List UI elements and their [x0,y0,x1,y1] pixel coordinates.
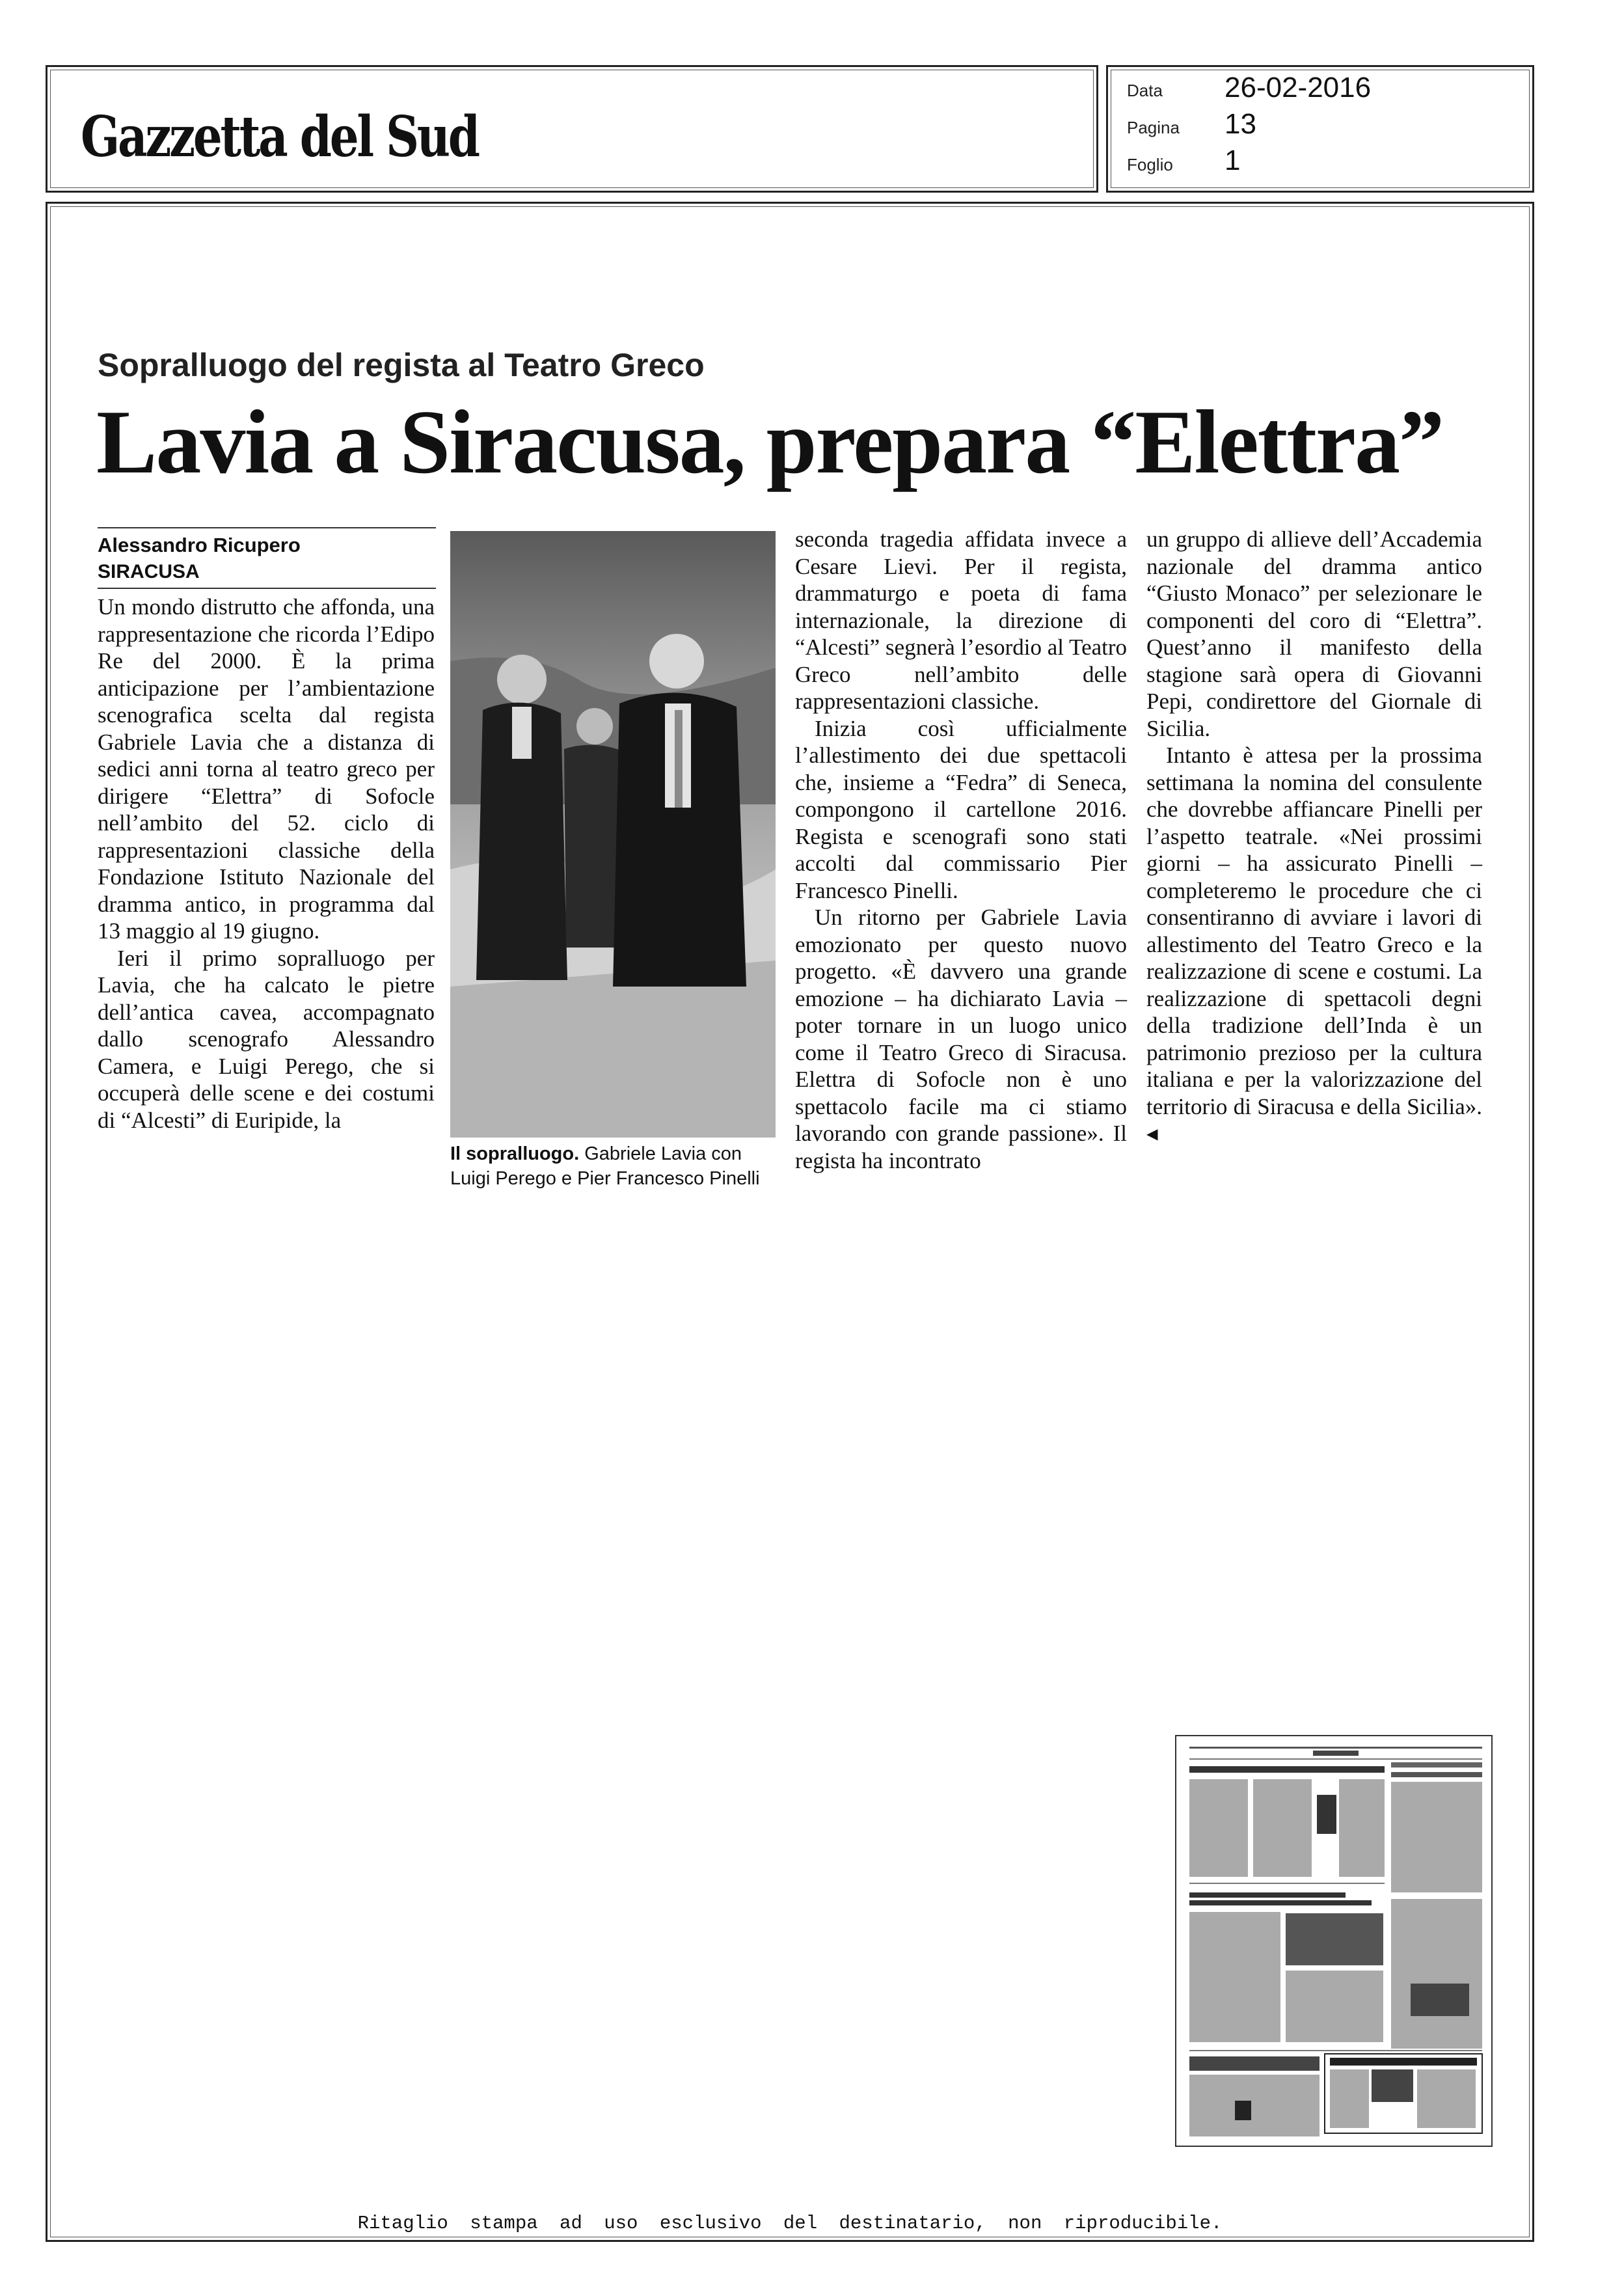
paragraph-2-start: Ieri il primo sopralluogo per Lavia, che ha calcato le pietre dell’antica cavea, accompagnato dallo scenografo Alessandro Camera, e Luigi Perego, che si occuperà delle scene e dei costumi di “Alcesti” di Euripide, la [98,945,435,1133]
date-value: 26-02-2016 [1225,72,1372,103]
article-column-4 [1146,526,1482,1147]
article-photo [450,531,776,1138]
article-headline: Lavia a Siracusa, prepara “Elettra” [96,392,1444,493]
article-column-1 [98,594,435,1134]
page-thumbnail-image [1176,1736,1491,2146]
sheet-label: Foglio [1127,155,1173,174]
page-value: 13 [1225,108,1256,140]
paragraph-4-end: un gruppo di allieve dell’Accademia nazionale del dramma antico “Giusto Monaco” per selezionare le componenti del coro di “Elettra”. Quest’anno il manifesto della stagione sarà opera di Giovanni Pepi, condirettore del Giornale di Sicilia. [1146,526,1482,741]
article-kicker: Sopralluogo del regista al Teatro Greco [98,347,705,383]
article-author: Alessandro Ricupero [98,534,301,556]
article-column-3 [795,526,1127,1174]
caption-title: Il sopralluogo. [450,1143,580,1164]
paragraph-3: Inizia così ufficialmente l’allestimento dei due spettacoli che, insieme a “Fedra” di Seneca, compongono il cartellone 2016. Regista e scenografi sono stati accolti dal commissario Pier Francesco Pinelli. [795,715,1127,903]
article-dateline: SIRACUSA [98,561,200,582]
paragraph-2-end: seconda tragedia affidata invece a Cesare Lievi. Per il regista, drammaturgo e poeta di fama internazionale, la direzione di “Alcesti” segnerà l’esordio al Teatro Greco nell’ambito delle rappresentazioni classiche. [795,526,1128,714]
footer-notice: Ritaglio stampa ad uso esclusivo del destinatario, non riproducibile. [357,2213,1223,2234]
caption-text: Gabriele Lavia con Luigi Perego e Pier Francesco Pinelli [450,1143,760,1189]
date-label: Data [1127,81,1163,100]
paragraph-1: Un mondo distrutto che affonda, una rappresentazione che ricorda l’Edipo Re del 2000. È la prima anticipazione per l’ambientazione scenografica scelta dal regista Gabriele Lavia che a distanza di sedici anni torna al teatro greco per dirigere “Elettra” di Sofocle nell’ambito del 52. ciclo di rappresentazioni classiche della Fondazione Istituto Nazionale del dramma antico, in programma dal 13 maggio al 19 giugno. [98,594,435,944]
byline-rule [98,527,436,528]
photo-image [450,531,776,1138]
paragraph-5: Intanto è attesa per la prossima settimana la nomina del consulente che dovrebbe affiancare Pinelli per l’aspetto teatrale. «Nei prossimi giorni – ha assicurato Pinelli – completeremo le procedure che ci consentiranno di avviare i lavori di allestimento del Teatro Greco e la realizzazione di scene e costumi. La realizzazione di spettacoli degni della tradizione dell’Inda è un patrimonio prezioso per la cultura italiana e per la valorizzazione del territorio di Siracusa e della Sicilia». ◂ [1146,743,1482,1146]
page-thumbnail [1175,1735,1493,2147]
paragraph-4-start: Un ritorno per Gabriele Lavia emozionato per questo nuovo progetto. «È davvero una grande emozione – ha dichiarato Lavia – poter tornare in un luogo unico come il Teatro Greco di Siracusa. Elettra di Sofocle non è uno spettacolo facile ma ci stiamo lavorando con grande passione». Il regista ha incontrato [795,905,1127,1173]
masthead: Gazzetta del Sud [81,104,478,170]
byline-rule-bottom [98,588,436,589]
photo-caption [450,1141,782,1191]
sheet-value: 1 [1225,144,1241,176]
page-label: Pagina [1127,118,1180,137]
